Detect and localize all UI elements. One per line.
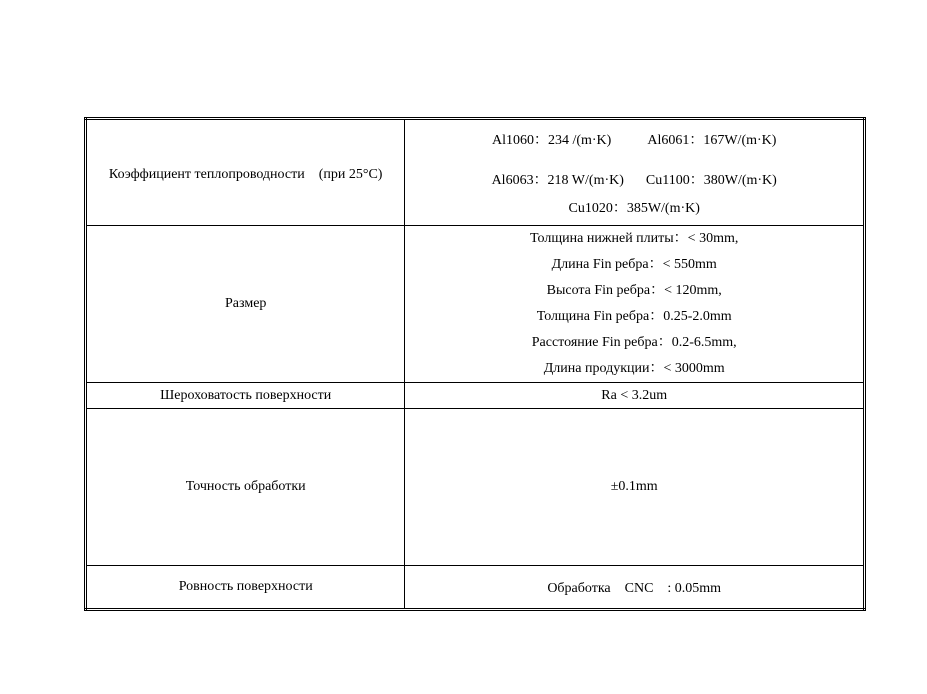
thermal-value-al6063: Al6063：218 W/(m·K) bbox=[491, 172, 624, 188]
thermal-conductivity-label: Коэффициент теплопроводности (при 25°C) bbox=[86, 119, 405, 226]
thermal-value-cu1020: Cu1020：385W/(m·K) bbox=[568, 200, 700, 216]
table-row-flatness bbox=[86, 566, 865, 610]
thermal-value-al1060: Al1060：234 /(m·K) bbox=[491, 132, 612, 148]
flatness-value: Обработка CNC : 0.05mm bbox=[405, 566, 865, 610]
size-fin-height: Высота Fin ребра：< 120mm, bbox=[546, 283, 722, 298]
table-row-roughness bbox=[86, 383, 865, 409]
size-fin-spacing: Расстояние Fin ребра：0.2-6.5mm, bbox=[531, 335, 737, 350]
thermal-conductivity-values bbox=[405, 119, 865, 226]
spec-table bbox=[84, 117, 866, 611]
roughness-label: Шероховатость поверхности bbox=[86, 383, 405, 409]
thermal-pair-1 bbox=[405, 132, 863, 150]
size-base-thickness: Толщина нижней плиты：< 30mm, bbox=[530, 231, 739, 246]
flatness-label: Ровность поверхности bbox=[86, 566, 405, 610]
size-fin-thickness: Толщина Fin ребра：0.25-2.0mm bbox=[536, 309, 732, 324]
precision-value: ±0.1mm bbox=[405, 409, 865, 566]
precision-label: Точность обработки bbox=[86, 409, 405, 566]
table-row-size bbox=[86, 226, 865, 383]
thermal-value-cu1100: Cu1100：380W/(m·K) bbox=[645, 172, 777, 188]
table-row-precision bbox=[86, 409, 865, 566]
size-label: Размер bbox=[86, 226, 405, 383]
thermal-value-al6061: Al6061：167W/(m·K) bbox=[647, 132, 777, 148]
size-product-length: Длина продукции：< 3000mm bbox=[543, 361, 725, 376]
table-row-thermal-conductivity bbox=[86, 119, 865, 226]
size-fin-length: Длина Fin ребра：< 550mm bbox=[551, 257, 717, 272]
size-values bbox=[405, 226, 865, 383]
roughness-value: Ra < 3.2um bbox=[405, 383, 865, 409]
thermal-pair-2 bbox=[405, 172, 863, 190]
